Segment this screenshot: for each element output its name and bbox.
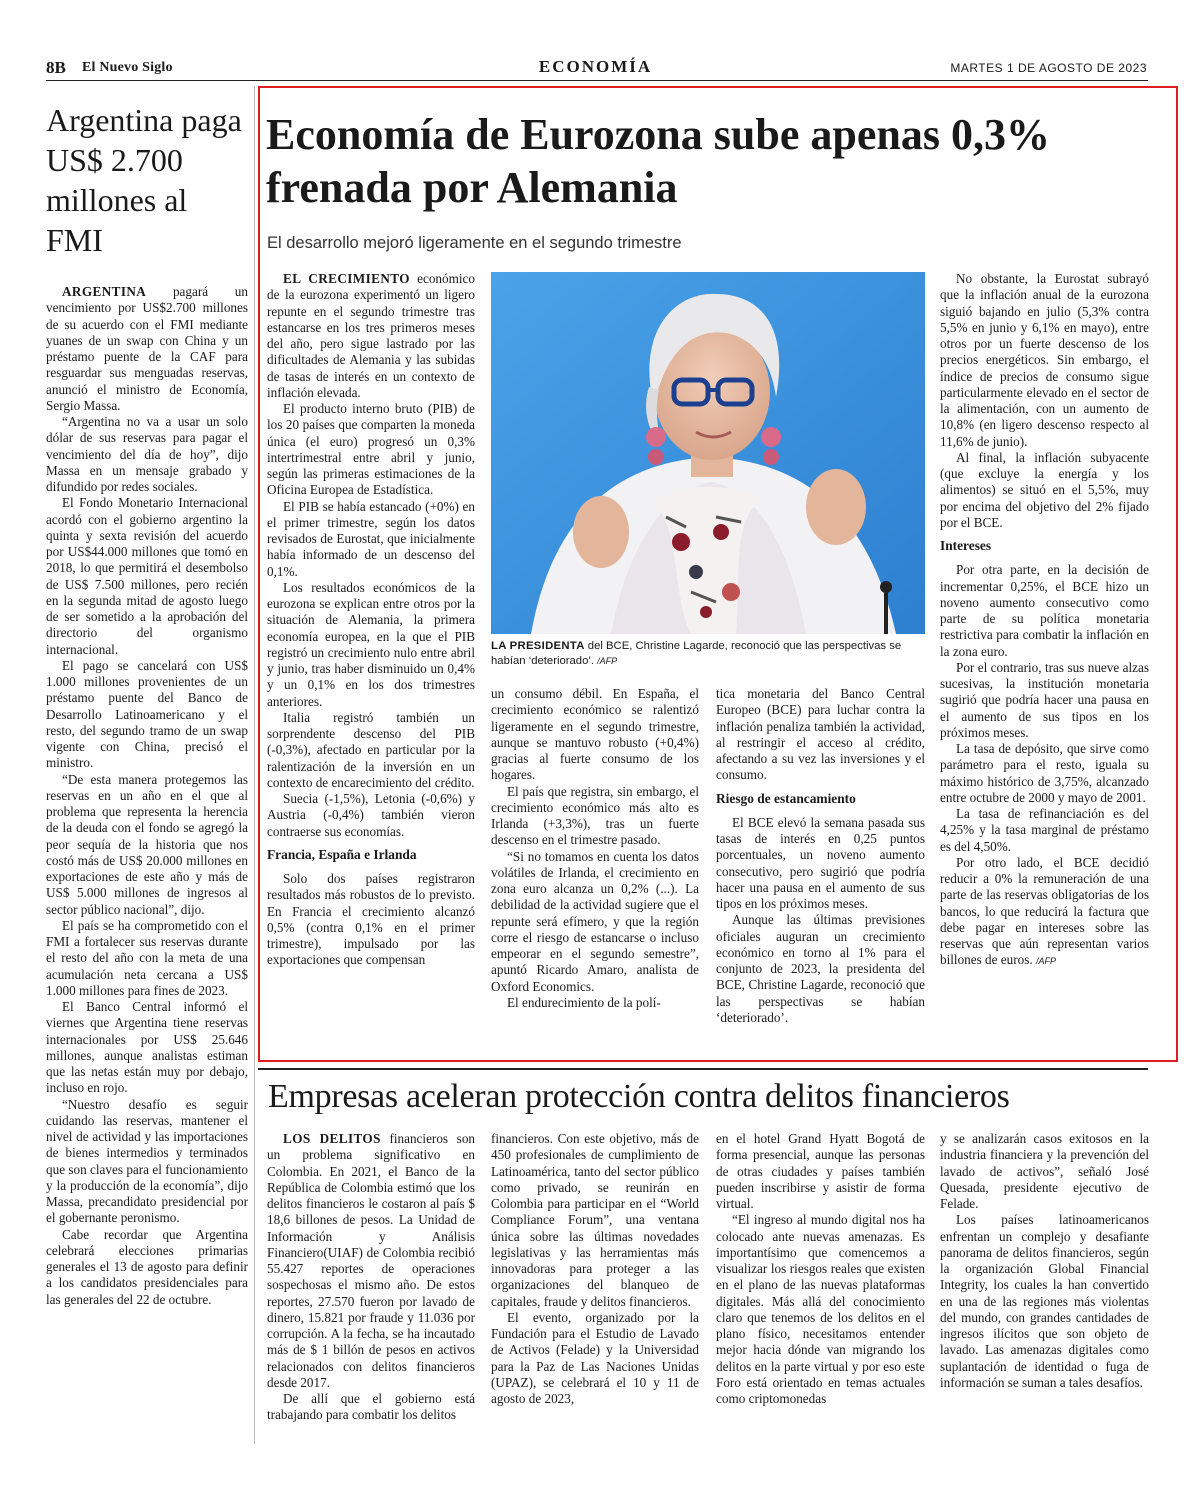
paragraph: “Nuestro desafío es seguir cuidando las reservas, mantener el nivel de actividad y las importaciones de bienes intermedios y terminados que son claves para el funcionamiento y la producción de la economía”, dijo Massa, precandidato presidencial por el gobernante peronismo. xyxy=(46,1096,248,1226)
main-column-1 xyxy=(267,271,475,969)
main-column-3 xyxy=(716,686,925,1026)
issue-date: MARTES 1 DE AGOSTO DE 2023 xyxy=(950,61,1147,75)
subheading: Intereses xyxy=(940,538,992,553)
paragraph: Los países latinoamericanos enfrentan un complejo y desafiante panorama de delitos financieros, según la organización Global Financial Integrity, los cuales la han convertido en una de las regiones más violentas del mundo, con grandes cantidades de ingresos ilícitos que son objeto de lavado. Las amenazas digitales como suplantación de identidad o fuga de información se suman a tales desafíos. xyxy=(940,1212,1149,1390)
caption-lead: LA PRESIDENTA xyxy=(491,640,585,652)
caption-credit: /AFP xyxy=(597,656,618,666)
paragraph: “Si no tomamos en cuenta los datos volátiles de Irlanda, el crecimiento en zona euro alcanza un 0,2% (...). La debilidad de la actividad sugiere que el repunte será efímero, y que la región corre el riesgo de estancarse o incluso empeorar en el segundo semestre”, apuntó Ricardo Amaro, analista de Oxford Economics. xyxy=(491,848,699,994)
main-article-subtitle: El desarrollo mejoró ligeramente en el segundo trimestre xyxy=(267,234,682,252)
section-title: ECONOMÍA xyxy=(538,57,653,76)
lead-text: pagará un vencimiento por US$2.700 millones de su acuerdo con el FMI mediante yuanes de un swap con China y un préstamo puente de la CAF para resguardar sus menguadas reservas, anunció el ministro de Economía, Sergio Massa. xyxy=(46,284,248,413)
second-column-4 xyxy=(940,1131,1149,1391)
main-article-title: Economía de Eurozona sube apenas 0,3% frenada por Alemania xyxy=(266,110,1050,212)
second-article-title: Empresas aceleran protección contra delitos financieros xyxy=(268,1078,1010,1115)
paragraph: Solo dos países registraron resultados más robustos de lo previsto. En Francia el crecimiento alcanzó 0,5% (contra 0,1% en el primer trimestre), impulsado por las exportaciones que compensan xyxy=(267,871,475,968)
page-number: 8B xyxy=(46,58,66,77)
paragraph: un consumo débil. En España, el crecimiento económico se ralentizó ligeramente en el segundo trimestre, aunque se mantuvo robusto (+0,4%) gracias al fuerte consumo de los hogares. xyxy=(491,686,699,783)
photo-caption xyxy=(491,639,925,669)
subheading: Francia, España e Irlanda xyxy=(267,846,417,862)
lead-paragraph xyxy=(267,271,475,401)
paragraph xyxy=(940,855,1149,970)
paragraph: Por otra parte, en la decisión de incrementar 0,25%, el BCE hizo un noveno aumento consecutivo como parte de su política monetaria restrictiva para combatir la inflación en la zona euro. xyxy=(940,562,1149,659)
paragraph-text: Por otro lado, el BCE decidió reducir a 0% la remuneración de una parte de las reservas obligatorias de los bancos, lo que reducirá la factura que debe pagar en intereses sobre las reservas que aún representan varios billones de euros. xyxy=(940,854,1149,968)
lead-paragraph xyxy=(267,1131,475,1391)
column-divider xyxy=(254,86,255,1444)
paragraph: en el hotel Grand Hyatt Bogotá de forma presencial, aunque las personas de otras ciudades y países también pueden inscribirse y asistir de forma virtual. xyxy=(716,1131,925,1211)
newspaper-name: El Nuevo Siglo xyxy=(82,60,173,75)
paragraph: Suecia (-1,5%), Letonia (-0,6%) y Austria (-0,4%) también vieron contraerse sus economías. xyxy=(267,791,475,839)
main-column-2 xyxy=(491,686,699,1011)
lead-paragraph xyxy=(46,284,248,414)
paragraph: De allí que el gobierno está trabajando para combatir los delitos xyxy=(267,1391,475,1423)
paragraph: La tasa de refinanciación es del 4,25% y la tasa marginal de préstamo es del 4,50%. xyxy=(940,806,1149,854)
paragraph: “De esta manera protegemos las reservas en un año en el que al problema que representa la herencia de la deuda con el fondo se agregó la peor sequía de la historia que nos costó más de US$ 20.000 millones en exportaciones de este año y más de US$ 5.000 millones de ingresos al sector público nacional”, dijo. xyxy=(46,771,248,917)
paragraph: El pago se cancelará con US$ 1.000 millones provenientes de un préstamo puente del Banco de Desarrollo Latinoamericano y el resto, del segundo tramo de un swap vigente con China, precisó el ministro. xyxy=(46,657,248,771)
lead-text: financieros son un problema significativo en Colombia. En 2021, el Banco de la República de Colombia estimó que los delitos financieros le costaron al país $ 18,6 billones de pesos. La Unidad de Información y Análisis Financiero(UIAF) de Colombia recibió 55.427 reportes de operaciones sospechosas el mismo año. De estos reportes, 27.570 fueron por lavado de dinero, 15.821 por fraude y 11.036 por corrupción. A la fecha, se ha incautado más de $ 1 billón de pesos en activos relacionados con delitos financieros desde 2017. xyxy=(267,1131,476,1390)
paragraph: Aunque las últimas previsiones oficiales auguran un crecimiento económico en torno al 1% para el conjunto de 2023, la presidenta del BCE, Christine Lagarde, reconoció que las perspectivas se habían ‘deteriorado’. xyxy=(716,912,925,1025)
paragraph: El endurecimiento de la polí- xyxy=(507,994,661,1010)
second-column-3 xyxy=(716,1131,925,1407)
paragraph: “El ingreso al mundo digital nos ha colocado ante nuevas amenazas. Es importantísimo que comencemos a visualizar los riesgos reales que existen en el plano de las nuevas plataformas digitales. Más allá del conocimiento claro que tenemos de los delitos en el plano físico, necesitamos entender mejor hacia dónde van migrando los delitos en la parte virtual y por eso este Foro está orientado en temas actuales como criptomonedas xyxy=(716,1212,925,1406)
paragraph: El evento, organizado por la Fundación para el Estudio de Lavado de Activos (Felade) y la Universidad para la Paz de Las Naciones Unidas (UPAZ), se celebrará el 10 y 11 de agosto de 2023, xyxy=(491,1309,699,1406)
lead-caps: ARGENTINA xyxy=(62,284,147,299)
paragraph: El PIB se había estancado (+0%) en el primer trimestre, según los datos revisados de Eurostat, que inicialmente había informado de un descenso del 0,1%. xyxy=(267,498,475,579)
paragraph: Italia registró también un sorprendente descenso del PIB (-0,3%), afectado en particular por la ralentización de la inversión en un contexto de encarecimiento del crédito. xyxy=(267,709,475,790)
left-article-body xyxy=(46,284,248,1308)
paragraph: Al final, la inflación subyacente (que excluye la energía y los alimentos) se situó en el 5,5%, muy por encima del objetivo del 2% fijado por el BCE. xyxy=(940,449,1149,530)
caption-text: del BCE, Christine Lagarde, reconoció que las perspectivas se habían ‘deteriorado’. xyxy=(491,640,902,667)
paragraph: La tasa de depósito, que sirve como parámetro para el resto, iguala su máximo histórico de 3,75%, alcanzado entre octubre de 2000 y mayo de 2001. xyxy=(940,741,1149,805)
paragraph: Cabe recordar que Argentina celebrará elecciones primarias generales el 13 de agosto para definir a los candidatos presidenciales para las generales del 22 de octubre. xyxy=(46,1226,248,1307)
paragraph: El Fondo Monetario Internacional acordó con el gobierno argentino la quinta y sexta revisión del acuerdo por US$44.000 millones que tomó en 2018, lo que permitirá el desembolso de US$ 7.500 millones, pero recién en la segunda mitad de agosto luego de ser sometido a la aprobación del directorio del organismo internacional. xyxy=(46,495,248,657)
subheading: Riesgo de estancamiento xyxy=(716,790,856,806)
paragraph: tica monetaria del Banco Central Europeo (BCE) para luchar contra la inflación penaliza también la actividad, al restringir el acceso al crédito, afectando a su vez las inversiones y el consumo. xyxy=(716,686,925,783)
lead-caps: EL CRECIMIENTO xyxy=(283,271,410,286)
paragraph: financieros. Con este objetivo, más de 450 profesionales de cumplimiento de Latinoamérica, tanto del sector público como privado, se reunirán en Colombia para participar en el “World Compliance Forum”, una ventana única sobre las últimas novedades legislativas y las herramientas más innovadoras para proteger a las organizaciones del blanqueo de capitales, fraude y delitos financieros. xyxy=(491,1131,699,1309)
paragraph: No obstante, la Eurostat subrayó que la inflación anual de la eurozona siguió bajando en julio (5,3% contra 5,5% en junio y 6,1% en mayo), entre otros por un fuerte descenso de los precios energéticos. Sin embargo, el índice de precios de consumo sigue particularmente elevado en el sector de la alimentación, con un aumento de 10,8% (en ligero descenso respecto al 11,6% de junio). xyxy=(940,271,1149,449)
paragraph: El país que registra, sin embargo, el crecimiento económico más alto es Irlanda (+3,3%), tras un fuerte descenso en el trimestre pasado. xyxy=(491,783,699,848)
lead-caps: LOS DELITOS xyxy=(283,1131,381,1146)
paragraph: El BCE elevó la semana pasada sus tasas de interés en 0,25 puntos porcentuales, un noveno aumento consecutivo, pero sugirió que podría hacer una pausa en el aumento de sus tipos en los próximos meses. xyxy=(716,814,925,911)
photo-illustration xyxy=(491,272,925,634)
paragraph: “Argentina no va a usar un solo dólar de sus reservas para pagar el vencimiento del día de hoy”, dijo Massa en un mensaje grabado y difundido por redes sociales. xyxy=(46,414,248,494)
lead-text: económico de la eurozona experimentó un ligero repunte en el segundo trimestre tras estancarse en los tres primeros meses del año, pero sigue lastrado por las dificultades de Alemania y las subidas de tasas de interés en un contexto de inflación elevada. xyxy=(267,271,475,400)
paragraph: Los resultados económicos de la eurozona se explican entre otros por la situación de Alemania, la primera economía europea, en la que el PIB registró un crecimiento nulo entre abril y junio, tras haber disminuido un 0,4% y un 0,1% en los dos trimestres anteriores. xyxy=(267,579,475,709)
paragraph: El producto interno bruto (PIB) de los 20 países que comparten la moneda única (el euro) progresó un 0,3% intertrimestral entre abril y junio, según las primeras estimaciones de la Oficina Europea de Estadística. xyxy=(267,401,475,498)
paragraph: El Banco Central informó el viernes que Argentina tiene reservas internacionales por US$ 25.646 millones, aunque analistas estiman que las netas están muy por debajo, incluso en rojo. xyxy=(46,999,248,1096)
second-column-2 xyxy=(491,1131,699,1407)
paragraph: El país se ha comprometido con el FMI a fortalecer sus reservas durante el resto del año con la meta de una acumulación neta cercana a US$ 1.000 millones para fines de 2023. xyxy=(46,917,248,998)
section-rule xyxy=(258,1068,1148,1070)
lagarde-photo xyxy=(491,272,925,634)
second-column-1 xyxy=(267,1131,475,1424)
header-rule xyxy=(46,80,1148,81)
paragraph: y se analizarán casos exitosos en la industria financiera y la prevención del lavado de activos”, señaló José Quesada, presidente ejecutivo de Felade. xyxy=(940,1131,1149,1211)
paragraph: Por el contrario, tras sus nueve alzas sucesivas, la institución monetaria sugirió que podría hacer una pausa en el aumento de sus tipos en los próximos meses. xyxy=(940,659,1149,740)
main-column-4 xyxy=(940,271,1149,970)
left-article-title: Argentina paga US$ 2.700 millones al FMI xyxy=(46,102,242,258)
article-credit: /AFP xyxy=(1035,956,1056,967)
